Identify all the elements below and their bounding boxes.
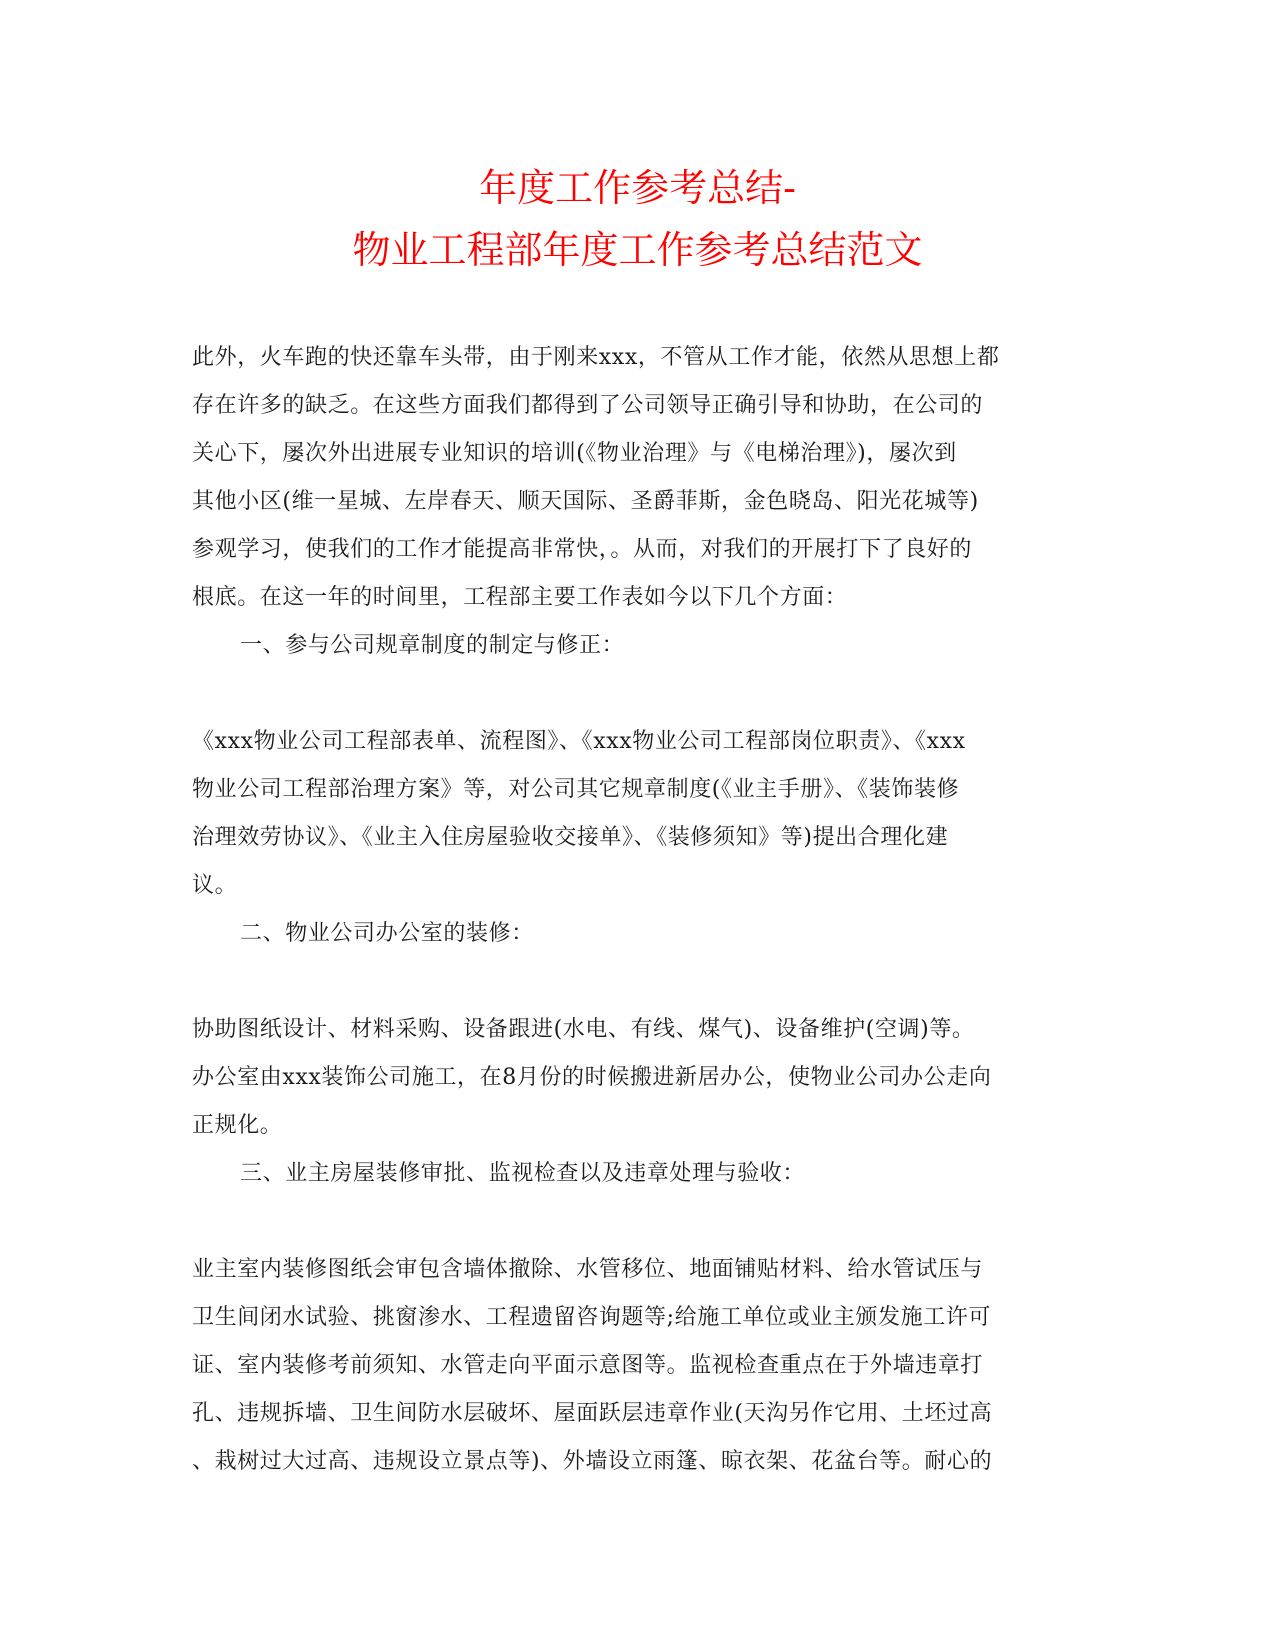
paragraph-line: 存在许多的缺乏。在这些方面我们都得到了公司领导正确引导和协助，在公司的	[192, 393, 984, 418]
section-heading-3	[192, 1150, 1092, 1198]
section-heading-text: 二、物业公司办公室的装修：	[240, 921, 534, 946]
paragraph-line: 办公室由xxx装饰公司施工，在8月份的时候搬进新居办公，使物业公司办公走向	[192, 1065, 992, 1090]
section-heading-text: 三、业主房屋装修审批、监视检查以及违章处理与验收：	[240, 1161, 806, 1186]
paragraph-office-renovation	[192, 1006, 1092, 1150]
document-title-line-2: 物业工程部年度工作参考总结范文	[352, 228, 923, 272]
paragraph-line: 正规化。	[192, 1113, 283, 1138]
paragraph-intro	[192, 334, 1092, 622]
paragraph-line: 物业公司工程部治理方案》等，对公司其它规章制度(《业主手册》、《装饰装修	[192, 777, 960, 802]
section-heading-2	[192, 910, 1092, 958]
section-heading-text: 一、参与公司规章制度的制定与修正：	[240, 633, 625, 658]
section-heading-1	[192, 622, 1092, 670]
paragraph-line: 此外，火车跑的快还靠车头带，由于刚来xxx，不管从工作才能，依然从思想上都	[192, 345, 1000, 370]
paragraph-line: 、栽树过大过高、违规设立景点等)、外墙设立雨篷、晾衣架、花盆台等。耐心的	[192, 1449, 993, 1474]
paragraph-line: 卫生间闭水试验、挑窗渗水、工程遗留咨询题等;给施工单位或业主颁发施工许可	[192, 1305, 992, 1330]
paragraph-line: 治理效劳协议》、《业主入住房屋验收交接单》、《装修须知》等)提出合理化建	[192, 825, 949, 850]
paragraph-line: 议。	[192, 873, 238, 898]
paragraph-renovation-approval	[192, 1246, 1092, 1486]
paragraph-line: 证、室内装修考前须知、水管走向平面示意图等。监视检查重点在于外墙违章打	[192, 1353, 984, 1378]
paragraph-line: 关心下，屡次外出进展专业知识的培训(《物业治理》与《电梯治理》)，屡次到	[192, 441, 957, 466]
paragraph-line: 参观学习，使我们的工作才能提高非常快，。从而，对我们的开展打下了良好的	[192, 537, 973, 562]
paragraph-regulations	[192, 718, 1092, 910]
paragraph-line: 业主室内装修图纸会审包含墙体撤除、水管移位、地面铺贴材料、给水管试压与	[192, 1257, 984, 1282]
paragraph-line: 协助图纸设计、材料采购、设备跟进(水电、有线、煤气)、设备维护(空调)等。	[192, 1017, 975, 1042]
paragraph-line: 孔、违规拆墙、卫生间防水层破坏、屋面跃层违章作业(天沟另作它用、土坯过高	[192, 1401, 993, 1426]
document-title-line-1: 年度工作参考总结-	[479, 166, 796, 210]
paragraph-line: 《xxx物业公司工程部表单、流程图》、《xxx物业公司工程部岗位职责》、《xxx	[192, 729, 966, 754]
paragraph-line: 其他小区(维一星城、左岸春天、顺天国际、圣爵菲斯，金色晓岛、阳光花城等)	[192, 489, 979, 514]
paragraph-line: 根底。在这一年的时间里，工程部主要工作表如今以下几个方面：	[192, 585, 848, 610]
